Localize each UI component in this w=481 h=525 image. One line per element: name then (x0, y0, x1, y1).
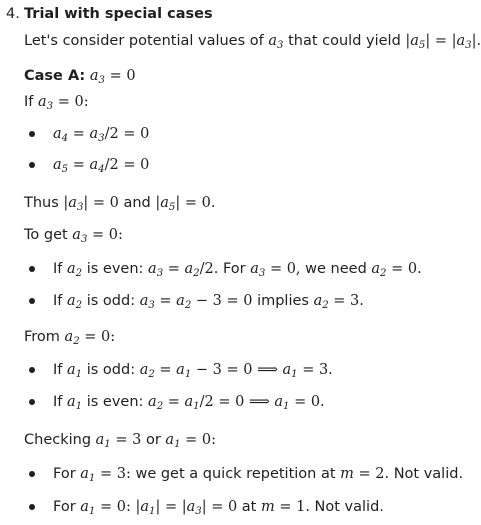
bullet-dot (29, 162, 35, 168)
intro-line: Let's consider potential values of $a_3$ that could yield $|a_5| = |a_3|$. (24, 33, 481, 51)
bullet-dot (29, 504, 35, 510)
bullet-dot (29, 131, 35, 137)
bullet-dot (29, 266, 35, 272)
bullet-a4: $a_4 = a_3/2 = 0$ (53, 126, 150, 144)
bullet-a2-even: If $a_2$ is even: $a_3 = a_2/2$. For $a_3 = 0$, we need $a_2 = 0$. (53, 261, 422, 279)
bullet-dot (29, 471, 35, 477)
bullet-a1-3: For $a_1 = 3$: we get a quick repetition at m = 2. Not valid. (53, 466, 464, 484)
section-number: 4. (6, 6, 20, 22)
bullet-a1-odd: If $a_1$ is odd: $a_2 = a_1 - 3 = 0$ ⟹ $a_1 = 3$. (53, 362, 333, 380)
if-a3-line: If $a_3 = 0$: (24, 94, 89, 112)
bullet-a1-even: If $a_1$ is even: $a_2 = a_1/2 = 0$ ⟹ $a_1 = 0$. (53, 394, 325, 412)
case-a-heading: Case A: $a_3 = 0$ (24, 68, 136, 86)
bullet-dot (29, 367, 35, 373)
section-title: Trial with special cases (24, 6, 213, 22)
checking-line: Checking $a_1 = 3$ or $a_1 = 0$: (24, 432, 216, 450)
thus-line: Thus $|a_3| = 0$ and $|a_5| = 0$. (24, 195, 216, 213)
bullet-dot (29, 399, 35, 405)
bullet-a5: $a_5 = a_4/2 = 0$ (53, 157, 150, 175)
from-line: From $a_2 = 0$: (24, 329, 116, 347)
bullet-a2-odd: If $a_2$ is odd: $a_3 = a_2 - 3 = 0$ implies $a_2 = 3$. (53, 293, 364, 311)
bullet-dot (29, 298, 35, 304)
to-get-line: To get $a_3 = 0$: (24, 227, 123, 245)
bullet-a1-0: For $a_1 = 0$: $|a_1| = |a_3| = 0$ at m = 1. Not valid. (53, 499, 384, 517)
